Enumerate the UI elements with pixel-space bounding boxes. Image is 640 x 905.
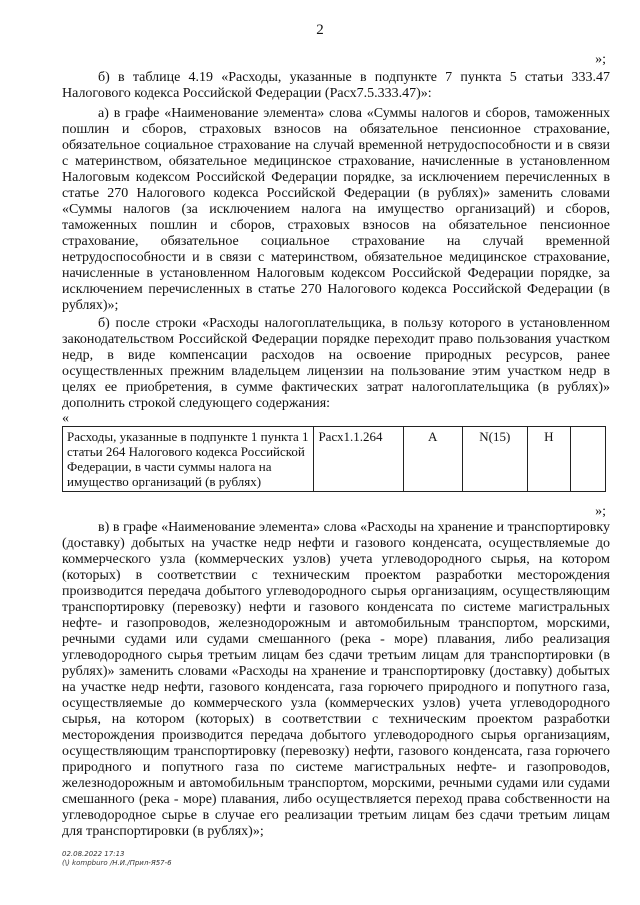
inserted-row-table [62,426,606,492]
table-closing-mark: »; [595,504,606,519]
paragraph-v: в) в графе «Наименование элемента» слова «Расходы на хранение и транспортировку (доставку) добытых на участке недр нефти и газового конденсата, осуществляемые до коммерческого узла (коммерческих узлов) учета углеводородного сырья, на котором (которых) в соответствии с техническим проектом разработки месторождения производится передача добытого углеводородного сырья организациям, осуществляющим транспортировку (перевозку) нефти и газового конденсата по системе магистральных нефте- и газопроводов, железнодорожным и автомобильным транспортом, морскими, речными судами или судами смешанного (река - море) плавания, либо реализация углеводородного сырья третьим лицам без сдачи третьим лицам для транспортировки (в рублях)» заменить словами «Расходы на хранение и транспортировку (доставку) добытых на участке недр нефти, газового конденсата, газа горючего природного и попутного газа, осуществляемые до коммерческого узла (коммерческих узлов) учета углеводородного сырья, на котором (которых) в соответствии с техническим проектом разработки месторождения производится передача добытого углеводородного сырья организациям, осуществляющим транспортировку (перевозку) нефти, газового конденсата, газа горючего природного и попутного газа по системе магистральных нефте- и газопроводов, железнодорожным и автомобильным транспортом, морскими, речными судами или судами смешанного (река - море) плавания, либо осуществляется переход права собственности на углеводородное сырье в случае его реализации третьим лицам без сдачи третьим лицам для транспортировки (в рублях)»; [62,520,610,839]
footer-stamp [62,850,172,868]
paragraph-a: а) в графе «Наименование элемента» слова «Суммы налогов и сборов, таможенных пошлин и сборов, страховых взносов на обязательное пенсионное страхование, обязательное социальное страхование на случай временной нетрудоспособности и в связи с материнством, обязательное медицинское страхование, начисленные в установленном Налоговым кодексом Российской Федерации порядке, за исключением перечисленных в статье 270 Налогового кодекса Российской Федерации (в рублях)» заменить словами «Суммы налогов (за исключением налога на имущество организаций) и сборов, таможенных пошлин и сборов, страховых взносов на обязательное пенсионное страхование, обязательное социальное страхование на случай временной нетрудоспособности и в связи с материнством, обязательное медицинское страхование, начисленные в установленном Налоговым кодексом Российской Федерации порядке, за исключением перечисленных в статье 270 Налогового кодекса Российской Федерации (в рублях)»; [62,106,610,313]
table-row [63,427,606,492]
cell-element-name: Расходы, указанные в подпункте 1 пункта 1 статьи 264 Налогового кодекса Российской Федерации, в части суммы налога на имущество организаций (в рублях) [63,427,314,492]
footer-author: (\) kompburo /Н.И./Прил-Я57-6 [62,859,172,867]
cell-element-code: Расх1.1.264 [314,427,403,492]
table-open-quote: « [62,411,69,426]
footer-date: 02.08.2022 17:13 [62,850,125,858]
closing-quote-mark: »; [595,52,606,67]
cell-element-format: N(15) [462,427,527,492]
page-number: 2 [316,22,324,38]
cell-element-extra [570,427,605,492]
cell-element-flag: Н [527,427,570,492]
paragraph-b2: б) после строки «Расходы налогоплательщика, в пользу которого в установленном законодательством Российской Федерации порядке переходит право пользования участком недр, в виде компенсации расходов на освоение природных ресурсов, ранее осуществленных прежним владельцем лицензии на пользование этим участком недр в целях ее приобретения, в сумме фактических затрат налогоплательщика (в рублях)» дополнить строкой следующего содержания: [62,316,610,411]
paragraph-b-intro: б) в таблице 4.19 «Расходы, указанные в подпункте 7 пункта 5 статьи 333.47 Налогового кодекса Российской Федерации (Расх7.5.333.47)»: [62,70,610,101]
cell-element-type: А [403,427,462,492]
